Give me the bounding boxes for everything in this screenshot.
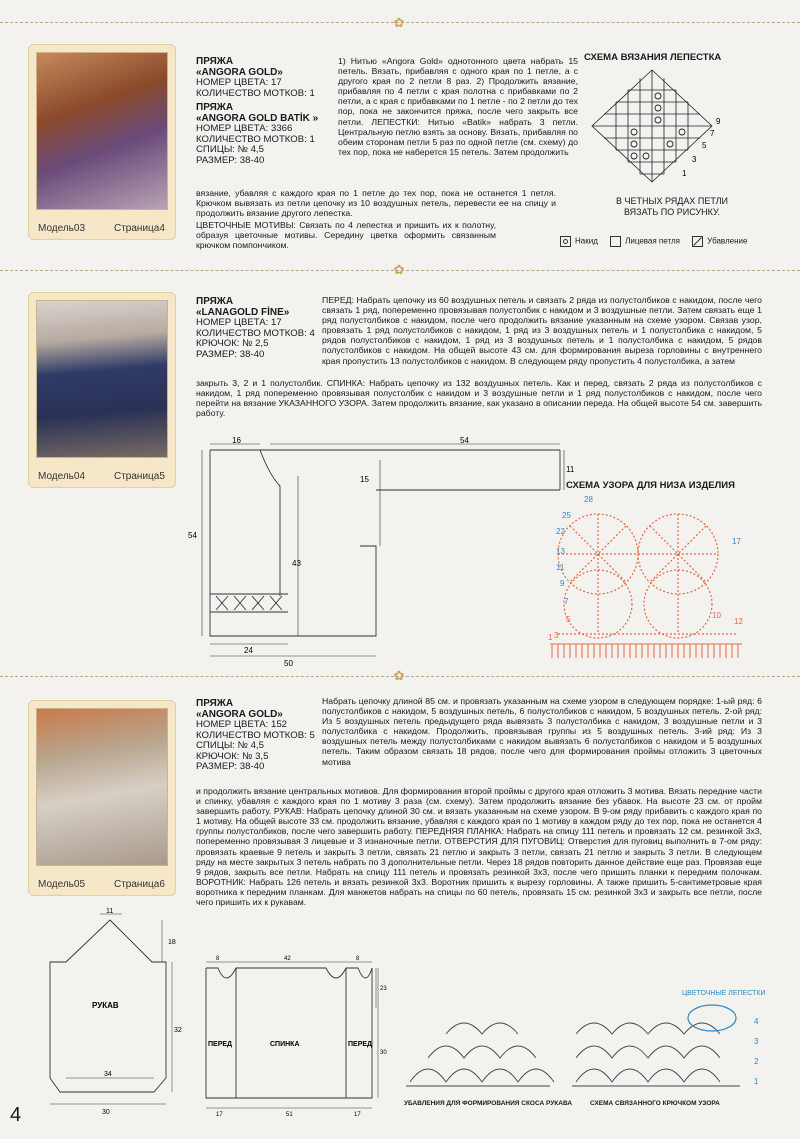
page-caption: Страница5	[114, 471, 165, 482]
divider-flower-icon: ✿	[393, 15, 405, 30]
row-number: 7	[710, 129, 715, 138]
legend-knit: Лицевая петля	[625, 236, 680, 246]
hook-size: КРЮЧОК: № 3,5	[196, 750, 269, 762]
front-label: ПЕРЕД	[208, 1041, 233, 1048]
yarn-title: ПРЯЖА	[196, 296, 234, 307]
row-number: 3	[754, 1037, 759, 1046]
yarn-over-icon	[560, 236, 571, 247]
row-number: 4	[754, 1017, 759, 1026]
row-number: 17	[732, 537, 741, 546]
dimension-label: 30	[380, 1050, 387, 1056]
dimension-label: 17	[354, 1112, 361, 1118]
bottom-pattern-title: СХЕМА УЗОРА ДЛЯ НИЗА ИЗДЕЛИЯ	[566, 480, 735, 491]
yarn-title: ПРЯЖА	[196, 56, 234, 67]
scheme-caption: СХЕМА СВЯЗАННОГО КРЮЧКОМ УЗОРА	[590, 1100, 720, 1107]
back-label: СПИНКА	[270, 1041, 300, 1048]
row-number: 5	[566, 615, 571, 624]
row-number: 22	[556, 527, 565, 536]
instructions-column: ПЕРЕД: Набрать цепочку из 60 воздушных петель и связать 2 ряда из полустолбиков с накидом, после чего связать 1 ряд, попеременно провязывая полустолбик с накидом и 3 воздушные петли. Затем связать еще 1 ряд полустолбиков с накидом, после чего продолжить вязание указанным на схеме узором. Связав узор, провязать 1 ряд полустолбиков с накидом, 1 ряд из 3 воздушных петель и 1 полустолбика с накидом, 5 рядов полустолбиков с накидом, 1 ряд из 3 воздушных петель и 1 полустолбика с накидом, 5 рядов полустолбиков с накидом. На общей высоте 43 см. для формирования выреза горловины с внутреннего края пропустить 13 полустолбиков с накидом. В следующем ряду пропустить 4 полустолбика, а затем	[322, 295, 762, 366]
instructions-column: Набрать цепочку длиной 85 см. и провязать указанным на схеме узором в следующем порядке: 1-ый ряд: 6 полустолбиков с накидом, 5 воздушных петель, 6 полустолбиков с накидом, 5 воздушных петель. 2-ой ряд: Из 5 воздушных петель предыдущего ряда вывязать 3 полустолбика с накидом, 3 воздушные петли и 3 полустолбика с накидом. Продолжить, провязывая группы из 5 воздушных петель. 3-ий ряд: Из 3 воздушных петель между полустолбиками с накидом вывязать 6 полустолбиков с накидом и 5 воздушных петель. Таким образом связать 18 рядов, после чего для формирования проймы отложить 3 цветочных мотива	[322, 696, 762, 767]
row-number: 7	[564, 597, 569, 606]
dimension-label: 54	[460, 436, 469, 445]
garment-size: РАЗМЕР: 38-40	[196, 348, 265, 360]
petal-scheme-title: СХЕМА ВЯЗАНИЯ ЛЕПЕСТКА	[584, 52, 722, 63]
row-number: 1	[548, 633, 553, 642]
yarn-title: ПРЯЖА	[196, 102, 234, 114]
yarn-title: ПРЯЖА	[196, 698, 234, 709]
model-caption: Модель04	[38, 471, 86, 482]
petal-highlight	[688, 1005, 736, 1031]
crochet-stitch-chart	[400, 998, 770, 1098]
row-number: 10	[712, 611, 721, 620]
dimension-label: 54	[188, 531, 197, 540]
instructions-column: 1) Нитью «Angora Gold» однотонного цвета набрать 15 петель. Вязать, прибавляя с одного края по 1 петле, а с другого края по 2 петли 8 раз. 2) Продолжить вязание, прибавляя по 4 петли с края полотна с прибавками по 2 петли, а с края с прибавками по 1 петле - по 2 петли до тех пор, пока не закончится пряжа, после чего закрыть все петли. ЛЕПЕСТКИ: Нитью «Batik» набрать 3 петли. Центральную петлю взять за основу. Вязать, прибавляя по обеим сторонам петли 5 раз по одной петле (см. схему) до тех пор, пока не наберется 15 петель. Затем продолжить	[338, 56, 578, 157]
dimension-label: 42	[284, 956, 291, 962]
dimension-label: 24	[244, 646, 253, 655]
row-number: 9	[560, 579, 565, 588]
needles-size: СПИЦЫ: № 4,5	[196, 144, 264, 156]
yarn-quantity: КОЛИЧЕСТВО МОТКОВ: 1	[196, 133, 315, 145]
needles-size: СПИЦЫ: № 4,5	[196, 740, 264, 752]
dimension-label: 51	[286, 1112, 293, 1118]
chart-legend	[560, 236, 780, 247]
model-photo-card	[28, 292, 176, 488]
cardigan-pattern-diagram	[180, 436, 580, 668]
model-photo	[36, 708, 168, 866]
dimension-label: 18	[168, 939, 176, 946]
dimension-label: 34	[104, 1071, 112, 1078]
yarn-name: «ANGORA GOLD»	[196, 709, 283, 720]
yarn-color: НОМЕР ЦВЕТА: 3366	[196, 123, 293, 135]
row-number: 12	[734, 617, 743, 626]
yarn-color: НОМЕР ЦВЕТА: 17	[196, 317, 282, 328]
yarn-name: «ANGORA GOLD BATİK »	[196, 113, 319, 125]
divider-flower-icon: ✿	[393, 668, 405, 683]
row-number: 3	[692, 155, 697, 164]
dimension-label: 8	[216, 956, 220, 962]
instructions-text: закрыть 3, 2 и 1 полустолбик. СПИНКА: Набрать цепочку из 132 воздушных петель. Как и перед, связать 2 ряда из полустолбиков с накидом, 1 ряд попеременно провязывая полустолбик с накидом и 3 воздушные петли и 1 ряд полустолбиков с накидом, после чего перейти на вязание УКАЗАННОГО УЗОРА. Затем продолжить вязание, как указано в описании переда. На общей высоте 54 см. завершить работу.	[196, 378, 762, 419]
row-number: 11	[556, 563, 565, 572]
yarn-quantity: КОЛИЧЕСТВО МОТКОВ: 5	[196, 729, 315, 741]
yarn-color: НОМЕР ЦВЕТА: 17	[196, 77, 282, 88]
yarn-quantity: КОЛИЧЕСТВО МОТКОВ: 1	[196, 87, 315, 99]
garment-size: РАЗМЕР: 38-40	[196, 154, 265, 166]
row-number: 2	[754, 1057, 759, 1066]
yarn-color: НОМЕР ЦВЕТА: 152	[196, 719, 288, 730]
dimension-label: 50	[284, 659, 293, 668]
dimension-label: 8	[356, 956, 360, 962]
dimension-label: 15	[360, 475, 369, 484]
row-number: 5	[702, 141, 707, 150]
knit-stitch-icon	[610, 236, 621, 247]
dimension-label: 30	[102, 1109, 110, 1116]
dimension-label: 11	[106, 908, 114, 915]
row-number: 9	[716, 117, 721, 126]
dimension-label: 32	[174, 1027, 182, 1034]
row-number: 28	[584, 495, 593, 504]
dimension-label: 16	[232, 436, 241, 445]
front-label: ПЕРЕД	[348, 1041, 373, 1048]
model-photo-card	[28, 700, 176, 896]
hook-size: КРЮЧОК: № 2,5	[196, 338, 269, 350]
legend-yarn-over: Накид	[575, 236, 598, 246]
instructions-text: и продолжить вязание центральных мотивов. Для формирования второй проймы с другого края отложить 3 мотива. Вязать передние части и спинку, убавляя с каждого края по 1 мотиву 3 раза (см. схему). Затем продолжить вязание без убавок. На высоте 23 см. от пройм завершить работу. РУКАВ: Набрать цепочку длиной 30 см. и вязать указанным на схеме узором. В 9-ом ряду прибавить с каждого края по 1 мотиву. На общей высоте 33 см. продолжить вязание, убавляя с каждого края по 1 мотиву в каждом ряду до тех пор, пока не останется 4 группы полустолбиков, после чего завершить работу. ПЕРЕДНЯЯ ПЛАНКА: Набрать на спицу 111 петель и провязать 12 см. резинкой 3x3, попеременно провязывая 3 лицевые и 3 изнаночные петли. ОТВЕРСТИЯ ДЛЯ ПУГОВИЦ: Отверстия для пуговиц выполнить в 7-ом ряду: провязать краевые 9 петель и закрыть 3 петли, связать 21 петлю и закрыть 3 петли, связать 21 петлю и закрыть 3 петли. В следующем ряду на месте закрытых 3 петель набрать по 3 дополнительные петли. Через 18 рядов повторить данное действие еще раз. Провязав еще 9 рядов, закрыть все петли. Набрать на спицу 111 петель и провязать резинкой 3x3, после чего пришить планки к передним полочкам. ВОРОТНИК: Набрать 126 петель и вязать резинкой 3x3. Воротник пришить к вырезу горловины. А также пришить 5-сантиметровые края воротника к передним планкам. Для манжетов набрать на спицы по 60 петель, провязать 15 см. резинкой 3x3 и закрыть все петли, после чего пришить их к рукавам.	[196, 786, 762, 908]
page-caption: Страница4	[114, 223, 165, 234]
model-photo-card	[28, 44, 176, 240]
page-number: 4	[10, 1104, 22, 1126]
yarn-specs	[196, 698, 320, 773]
petal-scheme-note: В ЧЕТНЫХ РЯДАХ ПЕТЛИ ВЯЗАТЬ ПО РИСУНКУ.	[615, 196, 729, 217]
dimension-label: 23	[380, 986, 387, 992]
garment-size: РАЗМЕР: 38-40	[196, 761, 265, 773]
row-number: 1	[682, 169, 687, 178]
model-caption: Модель03	[38, 223, 86, 234]
yarn-specs	[196, 56, 330, 167]
model-photo	[36, 52, 168, 210]
dimension-label: 43	[292, 559, 301, 568]
row-number: 13	[556, 547, 565, 556]
yarn-quantity: КОЛИЧЕСТВО МОТКОВ: 4	[196, 327, 315, 339]
legend-decrease: Убавление	[707, 236, 748, 246]
crochet-pattern-chart	[548, 494, 750, 666]
row-number: 3	[554, 631, 559, 640]
row-number: 25	[562, 511, 571, 520]
row-number: 1	[754, 1077, 759, 1086]
decrease-caption: УБАВЛЕНИЯ ДЛЯ ФОРМИРОВАНИЯ СКОСА РУКАВА	[404, 1100, 573, 1107]
decrease-icon	[692, 236, 703, 247]
yarn-name: «LANAGOLD FİNE»	[196, 307, 290, 318]
divider-flower-icon: ✿	[393, 262, 405, 277]
dimension-label: 11	[566, 465, 575, 474]
flower-motifs-text: ЦВЕТОЧНЫЕ МОТИВЫ: Связать по 4 лепестка и пришить их к полотну, образуя цветочные мотивы. Середину цветка оформить связанным крючком помпончиком.	[196, 220, 496, 251]
sleeve-body-diagram	[30, 908, 390, 1118]
model-caption: Модель05	[38, 879, 86, 890]
dimension-label: 17	[216, 1112, 223, 1118]
model-photo	[36, 300, 168, 458]
instructions-text: вязание, убавляя с каждого края по 1 петле до тех пор, пока не останется 1 петля. Крючком вывязать из петли цепочку из 10 воздушных петель, перевести ее на спицу и продолжить вязание другого лепестка.	[196, 188, 556, 219]
sleeve-label: РУКАВ	[92, 1001, 119, 1010]
flower-petals-label: ЦВЕТОЧНЫЕ ЛЕПЕСТКИ	[682, 990, 766, 997]
petal-chart	[582, 66, 732, 186]
yarn-specs	[196, 296, 320, 360]
page-caption: Страница6	[114, 879, 165, 890]
yarn-name: «ANGORA GOLD»	[196, 67, 283, 78]
